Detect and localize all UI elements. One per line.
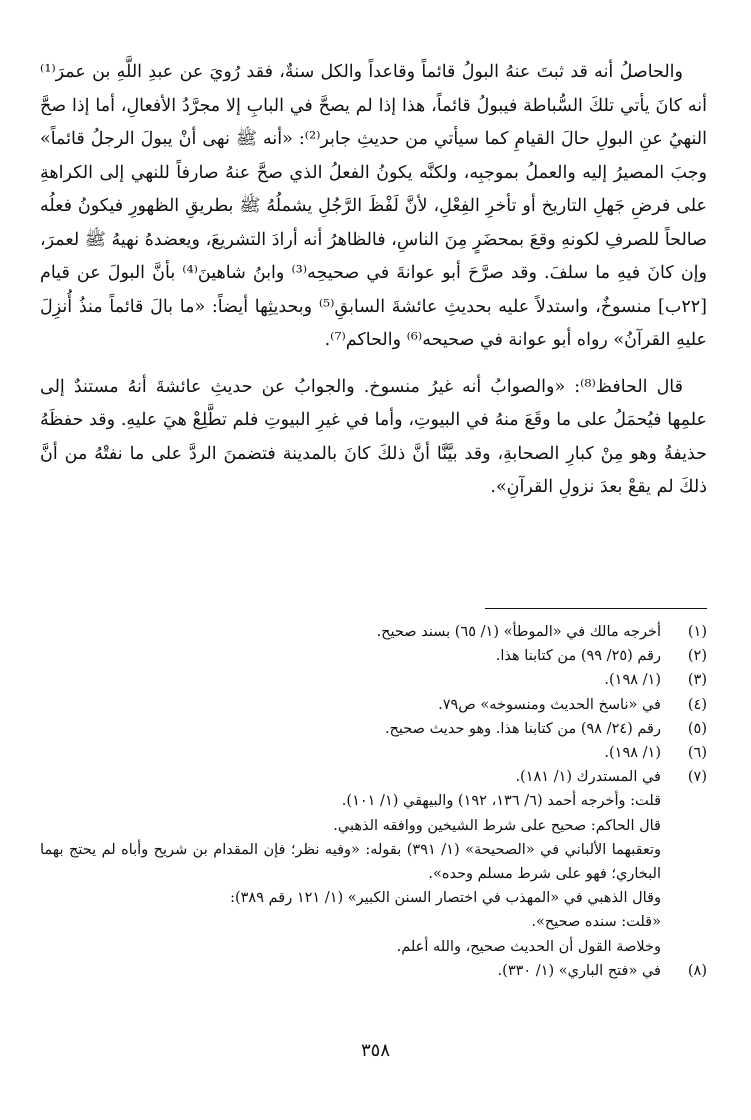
footnote-number: (٦)	[687, 745, 707, 762]
page-number: ٣٥٨	[360, 1040, 390, 1061]
footnote-number: (٨)	[687, 962, 707, 979]
footnote-number: (٧)	[687, 769, 707, 786]
footnote-text: في المستدرك (١/ ١٨١).	[515, 769, 661, 786]
footnote-text: رقم (٢٥/ ٩٩) من كتابنا هذا.	[495, 648, 661, 665]
footnote-number: (٥)	[687, 720, 707, 737]
footnote-text: رقم (٢٤/ ٩٨) من كتابنا هذا. وهو حديث صحيح.	[384, 720, 661, 737]
footnotes	[40, 620, 707, 983]
footnote-7-line-4: وقال الذهبي في «المهذب في اختصار السنن الكبير» (١/ ١٢١ رقم ٣٨٩):	[230, 890, 661, 907]
footnote-text: (١/ ١٩٨).	[604, 672, 661, 689]
footnote-number: (٤)	[687, 696, 707, 713]
footnote-4	[40, 693, 707, 717]
footnote-6	[40, 741, 707, 765]
footnote-7-line-5: «قلت: سنده صحيح».	[531, 914, 661, 931]
footnote-number: (٢)	[687, 648, 707, 665]
footnote-7-line-6: وخلاصة القول أن الحديث صحيح، والله أعلم.	[396, 938, 661, 955]
footnote-5	[40, 717, 707, 741]
footnote-3	[40, 668, 707, 692]
footnote-2	[40, 644, 707, 668]
footnote-number: (٣)	[687, 672, 707, 689]
footnote-8	[40, 959, 707, 983]
footnote-separator	[485, 608, 707, 609]
footnote-7	[40, 765, 707, 789]
main-text	[40, 56, 707, 505]
footnote-text: (١/ ١٩٨).	[604, 745, 661, 762]
footnote-7-line-3: وتعقبهما الألباني في «الصحيحة» (١/ ٣٩١) بقوله: «وفيه نظر؛ فإن المقدام بن شريح وأباه لم يحتج بهما البخاري؛ فهو على شرط مسلم وحده».	[40, 841, 661, 883]
footnote-7-line-2: قال الحاكم: صحيح على شرط الشيخين ووافقه الذهبي.	[333, 817, 661, 834]
footnote-1	[40, 620, 707, 644]
paragraph-1: والحاصلُ أنه قد ثبتَ عنهُ البولُ قائماً وقاعداً والكل سنةٌ، فقد رُويَ عن عبدِ اللَّهِ بن عمرَ⁽¹⁾ أنه كانَ يأتي تلكَ السُّباطة فيبولُ قائماً، هذا إذا لم يصحَّ في البابِ إلا مجرَّدُ الأفعالِ، أما إذا صحَّ النهيُ عنِ البولِ حالَ القيامِ كما سيأتي من حديثِ جابر⁽²⁾: «أنه ﷺ نهى أنْ يبولَ الرجلُ قائماً» وجبَ المصيرُ إليه والعملُ بموجبِه، ولكنَّه يكونُ الفعلُ الذي صحَّ عنهُ صارفاً للنهي إلى الكراهةِ على فرضِ جَهلِ التاريخ أو تأخرِ الفِعْلِ، لأنَّ لَفْظَ الرَّجُلِ يشملُهُ ﷺ بطريقِ الظهورِ فيكونُ فعلُه صالحاً للصرفِ لكونهِ وقعَ بمحضَرٍ مِنَ الناسِ، فالظاهرُ أنه أرادَ التشريعَ، ويعضدهُ نهيهُ ﷺ لعمرَ، وإن كانَ فيهِ ما سلفَ. وقد صرَّحَ أبو عوانةَ في صحيحِه⁽³⁾ وابنُ شاهينَ⁽⁴⁾ بأنَّ البولَ عن قيام [٢٢ب] منسوخٌ، واستدلاً عليه بحديثِ عائشةَ السابقِ⁽⁵⁾ وبحديثِها أيضاً: «ما بالَ قائماً منذُ أُنزِلَ عليهِ القرآنُ» رواه أبو عوانة في صحيحه⁽⁶⁾ والحاكم⁽⁷⁾.	[40, 62, 707, 350]
footnote-text: في «ناسخ الحديث ومنسوخه» ص٧٩.	[438, 696, 661, 713]
footnote-7-line-1: قلت: وأخرجه أحمد (٦/ ١٣٦، ١٩٢) والبيهقي (١/ ١٠١).	[341, 793, 661, 810]
footnote-text: أخرجه مالك في «الموطأ» (١/ ٦٥) بسند صحيح.	[376, 624, 661, 640]
paragraph-2: قال الحافظ⁽⁸⁾: «والصوابُ أنه غيرُ منسوخ. والجوابُ عن حديثِ عائشةَ أنهُ مستندٌ إلى علمِها فيُحمَلُ على ما وقَعَ منهُ في البيوتِ، وأما في غيرِ البيوتِ فلم تطَّلِعْ هيَ عليهِ. وقد حفظَهُ حذيفةُ وهو مِنْ كبارِ الصحابةِ، وقد بيَّنَّا أنَّ ذلكَ كانَ بالمدينة فتضمنَ الردَّ على ما نفتْهُ من أنَّ ذلكَ لم يقعْ بعدَ نزولِ القرآنِ».	[40, 376, 707, 497]
footnote-text: في «فتح الباري» (١/ ٣٣٠).	[497, 962, 661, 979]
footnote-number: (١)	[687, 624, 707, 640]
